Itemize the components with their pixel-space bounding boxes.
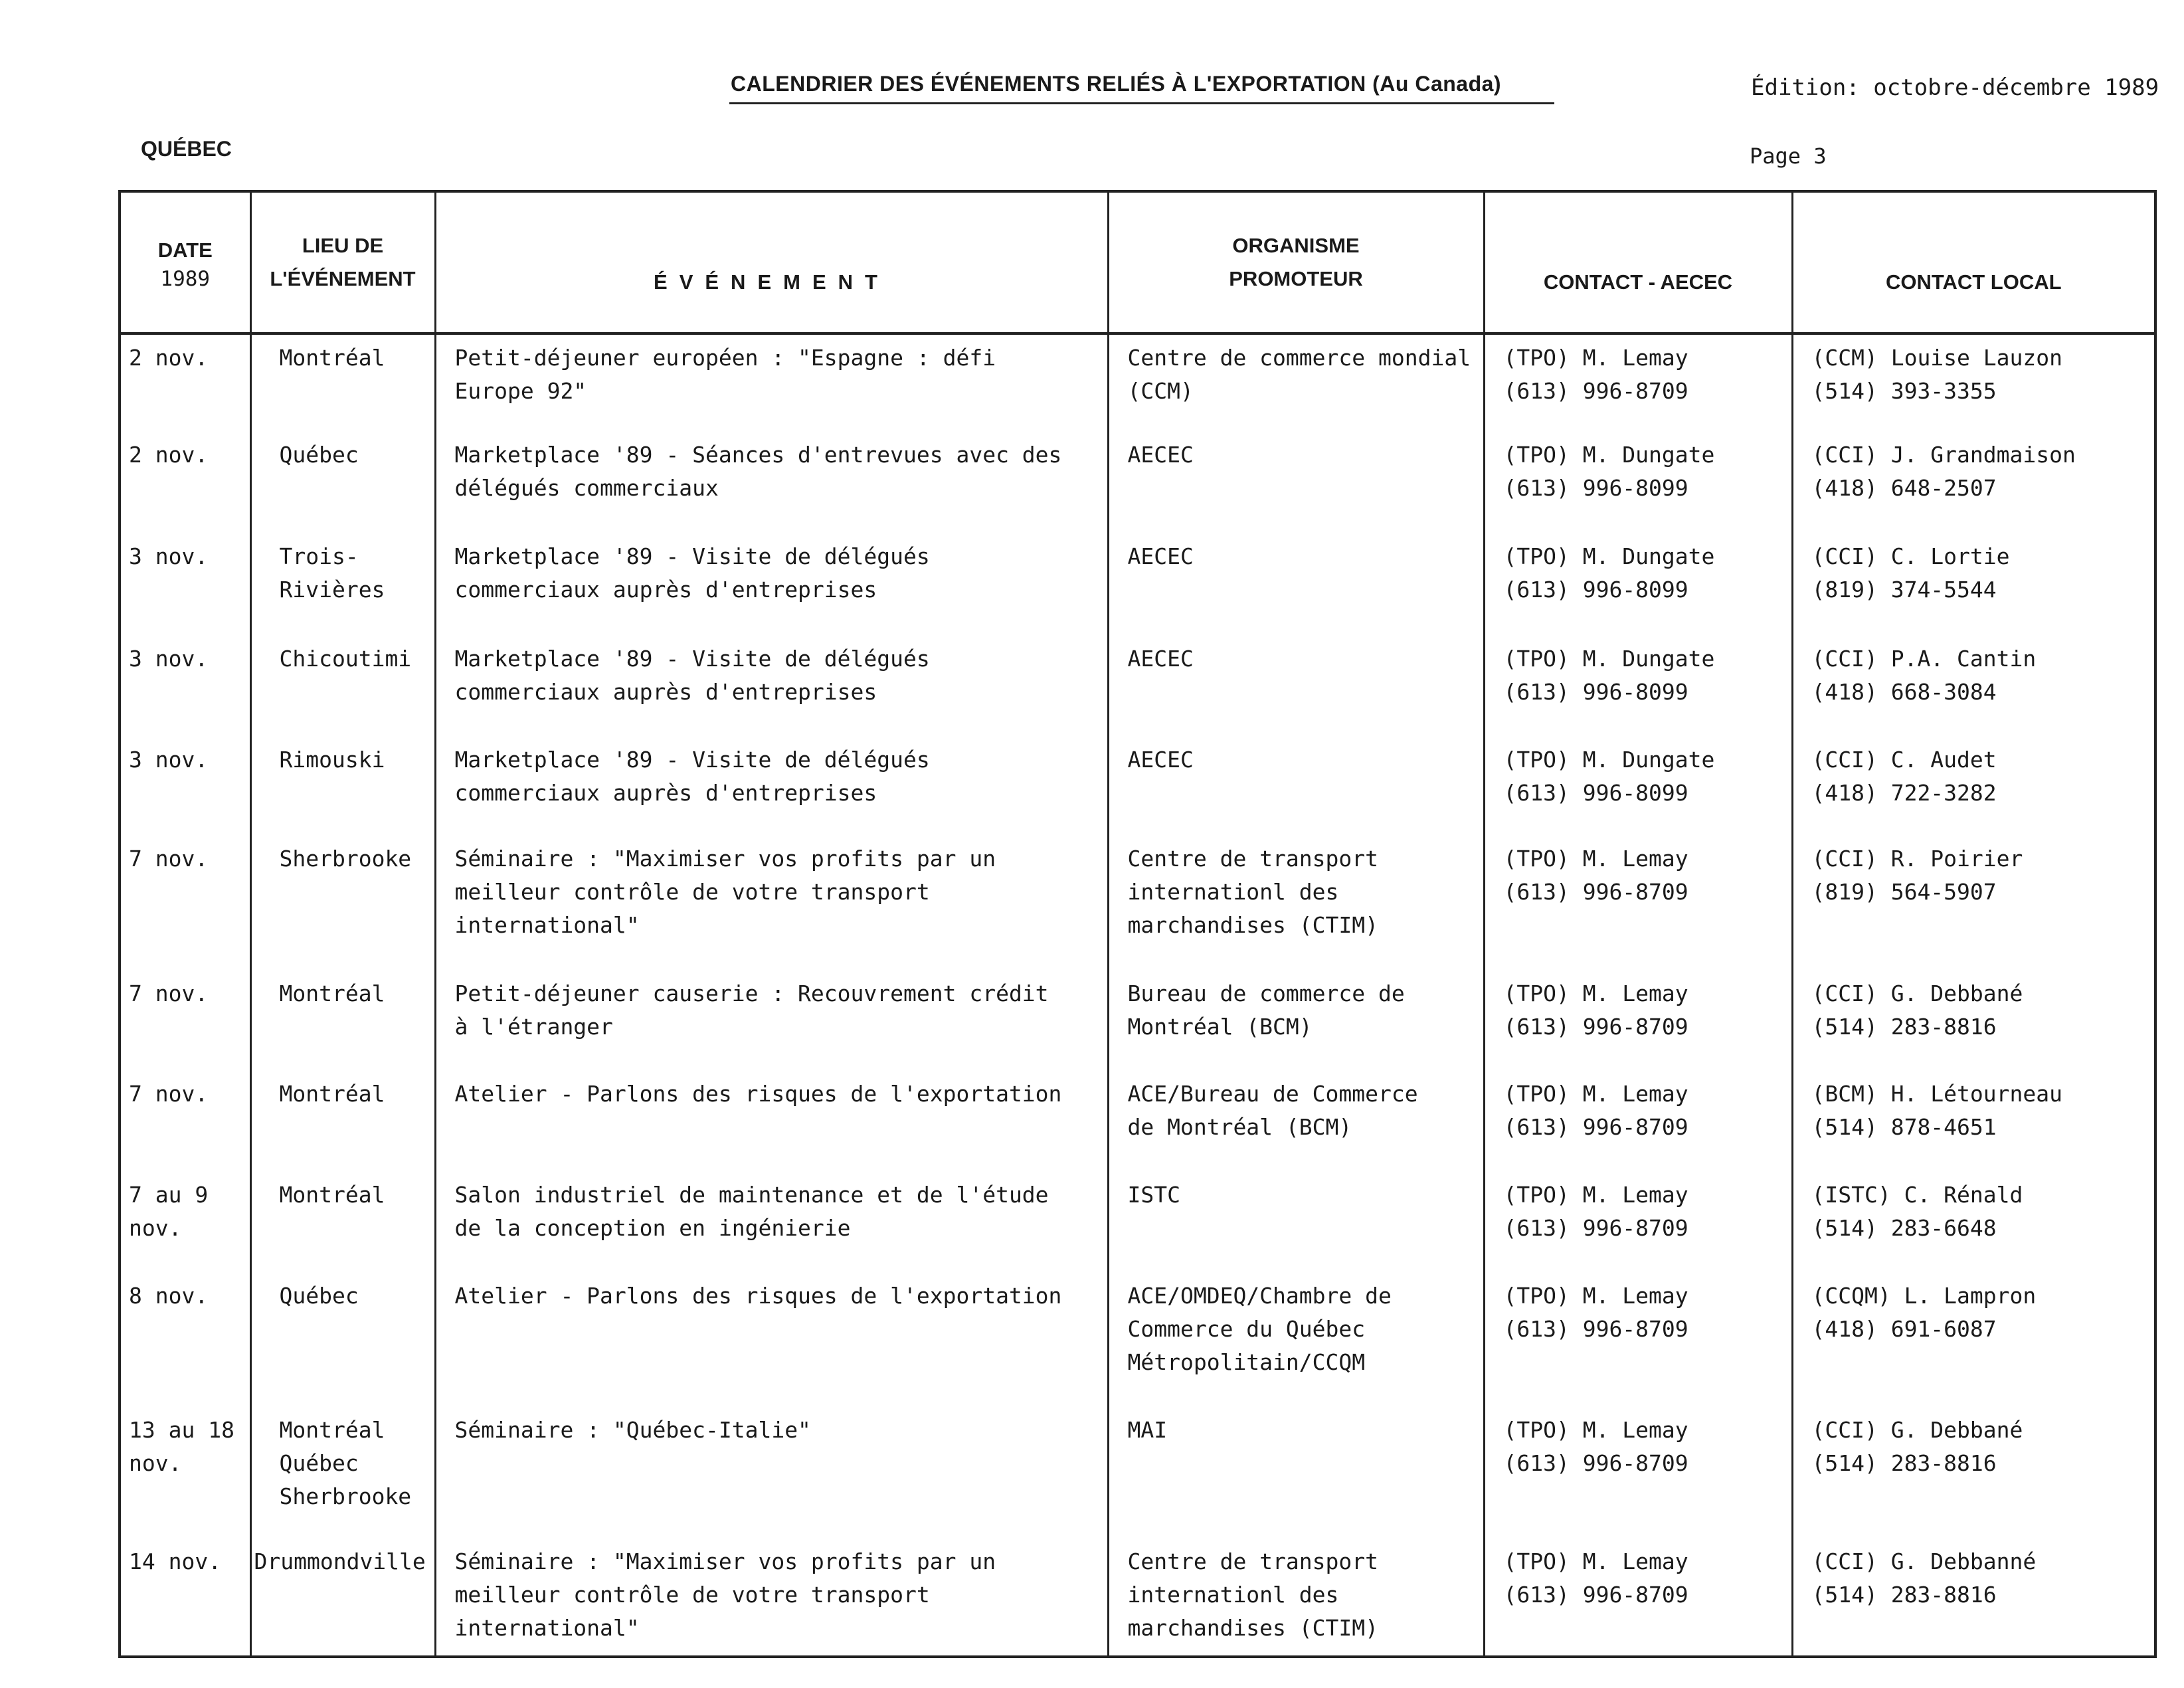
cell-contact-local-line: (418) 668-3084	[1811, 679, 1997, 705]
header-contact-local	[1792, 191, 2155, 333]
cell-evenement	[435, 333, 1108, 432]
cell-organisme-line: ISTC	[1127, 1181, 1180, 1208]
cell-date-line: 14 nov.	[129, 1548, 222, 1574]
cell-evenement-line: Séminaire : "Québec-Italie"	[454, 1416, 811, 1443]
cell-contact-local	[1792, 1539, 2155, 1657]
cell-contact-local	[1792, 1273, 2155, 1407]
cell-evenement-line: Salon industriel de maintenance et de l'étude	[454, 1181, 1049, 1208]
cell-contact-local-line: (CCI) G. Debbané	[1811, 980, 2023, 1006]
cell-organisme-line: AECEC	[1127, 746, 1194, 773]
cell-contact-aecec	[1484, 432, 1792, 534]
cell-contact-aecec-line: (613) 996-8709	[1503, 1581, 1688, 1608]
cell-contact-local-line: (CCI) C. Audet	[1811, 746, 1997, 773]
cell-organisme-line: Métropolitain/CCQM	[1127, 1349, 1366, 1375]
cell-contact-local	[1792, 636, 2155, 737]
cell-organisme-line: (CCM)	[1127, 378, 1194, 404]
cell-contact-local-line: (CCI) P.A. Cantin	[1811, 646, 2037, 672]
cell-evenement-line: de la conception en ingénierie	[454, 1214, 851, 1241]
header-contact-aecec-label: CONTACT - AECEC	[1543, 270, 1733, 294]
cell-date-line: 3 nov.	[129, 746, 209, 773]
cell-lieu-line: Sherbrooke	[279, 846, 412, 872]
cell-contact-local-line: (CCI) J. Grandmaison	[1811, 441, 2076, 468]
cell-organisme-line: Bureau de commerce de	[1127, 980, 1405, 1006]
cell-evenement-line: Séminaire : "Maximiser vos profits par un	[454, 846, 996, 872]
cell-contact-local	[1792, 836, 2155, 970]
table-header-row	[120, 191, 2155, 333]
cell-evenement-line: Petit-déjeuner européen : "Espagne : défi	[454, 345, 996, 371]
cell-organisme-line: AECEC	[1127, 441, 1194, 468]
cell-date	[120, 737, 250, 836]
table-row	[120, 432, 2155, 534]
cell-contact-aecec-line: (TPO) M. Dungate	[1503, 746, 1715, 773]
cell-evenement-line: commerciaux auprès d'entreprises	[454, 679, 877, 705]
cell-contact-local	[1792, 737, 2155, 836]
cell-date-line: 7 nov.	[129, 846, 209, 872]
cell-contact-local-line: (514) 283-8816	[1811, 1581, 1997, 1608]
cell-lieu	[250, 1407, 435, 1539]
cell-contact-local	[1792, 533, 2155, 636]
document-title: CALENDRIER DES ÉVÉNEMENTS RELIÉS À L'EXPORTATION (Au Canada)	[731, 72, 1502, 96]
cell-organisme	[1108, 1172, 1484, 1273]
cell-evenement-line: Atelier - Parlons des risques de l'exportation	[454, 1081, 1062, 1107]
cell-organisme	[1108, 971, 1484, 1072]
cell-lieu-line: Montréal	[279, 345, 385, 371]
cell-evenement-line: Marketplace '89 - Séances d'entrevues avec des	[454, 441, 1062, 468]
cell-organisme-line: internationl des	[1127, 879, 1339, 905]
cell-contact-local-line: (819) 564-5907	[1811, 879, 1997, 905]
cell-contact-aecec-line: (613) 996-8099	[1503, 474, 1688, 501]
cell-contact-local-line: (514) 283-8816	[1811, 1450, 1997, 1476]
cell-contact-local-line: (CCM) Louise Lauzon	[1811, 345, 2062, 371]
cell-organisme-line: AECEC	[1127, 543, 1194, 570]
cell-contact-local-line: (514) 878-4651	[1811, 1114, 1997, 1141]
header-lieu-line1: LIEU DE	[302, 234, 384, 258]
cell-contact-aecec-line: (613) 996-8709	[1503, 1214, 1688, 1241]
cell-evenement-line: à l'étranger	[454, 1013, 613, 1040]
cell-evenement-line: Europe 92"	[454, 378, 587, 404]
cell-organisme	[1108, 1071, 1484, 1172]
table-row	[120, 636, 2155, 737]
cell-contact-aecec-line: (613) 996-8709	[1503, 1114, 1688, 1141]
header-date	[120, 191, 250, 333]
table-row	[120, 1172, 2155, 1273]
cell-contact-aecec-line: (613) 996-8709	[1503, 1450, 1688, 1476]
cell-contact-aecec-line: (TPO) M. Lemay	[1503, 980, 1688, 1006]
header-organisme-line2: PROMOTEUR	[1229, 267, 1363, 290]
header-contact-aecec	[1484, 191, 1792, 333]
header-evenement-label: ÉVÉNEMENT	[654, 270, 889, 294]
cell-lieu	[250, 533, 435, 636]
cell-contact-local-line: (418) 722-3282	[1811, 779, 1997, 806]
table-row	[120, 533, 2155, 636]
cell-date-line: nov.	[129, 1450, 182, 1476]
cell-date-line: 7 au 9	[129, 1181, 209, 1208]
cell-contact-local-line: (CCQM) L. Lampron	[1811, 1282, 2037, 1309]
cell-lieu-line: Montréal	[279, 1081, 385, 1107]
cell-lieu	[250, 432, 435, 534]
cell-organisme	[1108, 533, 1484, 636]
cell-contact-local	[1792, 432, 2155, 534]
cell-organisme	[1108, 1407, 1484, 1539]
cell-organisme-line: Montréal (BCM)	[1127, 1013, 1313, 1040]
cell-lieu-line: Rimouski	[279, 746, 385, 773]
cell-contact-aecec-line: (613) 996-8709	[1503, 879, 1688, 905]
cell-date	[120, 971, 250, 1072]
cell-contact-aecec-line: (TPO) M. Lemay	[1503, 1282, 1688, 1309]
cell-evenement	[435, 1071, 1108, 1172]
cell-date-line: 3 nov.	[129, 646, 209, 672]
table-row	[120, 836, 2155, 970]
cell-contact-local-line: (CCI) G. Debbanné	[1811, 1548, 2037, 1574]
cell-organisme-line: Centre de commerce mondial	[1127, 345, 1471, 371]
cell-evenement	[435, 636, 1108, 737]
cell-contact-aecec-line: (TPO) M. Lemay	[1503, 1548, 1688, 1574]
table-row	[120, 737, 2155, 836]
cell-contact-aecec	[1484, 533, 1792, 636]
cell-evenement-line: Atelier - Parlons des risques de l'exportation	[454, 1282, 1062, 1309]
cell-lieu	[250, 1071, 435, 1172]
cell-date-line: 7 nov.	[129, 980, 209, 1006]
edition-label: Édition: octobre-décembre 1989	[1751, 74, 2159, 101]
cell-date	[120, 1172, 250, 1273]
header-evenement	[435, 191, 1108, 333]
cell-date	[120, 1539, 250, 1657]
cell-contact-local-line: (418) 648-2507	[1811, 474, 1997, 501]
cell-date-line: 8 nov.	[129, 1282, 209, 1309]
title-underline	[729, 102, 1554, 104]
cell-contact-local-line: (BCM) H. Létourneau	[1811, 1081, 2062, 1107]
cell-lieu-line: Montréal	[279, 980, 385, 1006]
cell-contact-local	[1792, 1172, 2155, 1273]
cell-organisme	[1108, 836, 1484, 970]
cell-organisme	[1108, 636, 1484, 737]
cell-evenement-line: international"	[454, 912, 640, 939]
cell-contact-local-line: (CCI) R. Poirier	[1811, 846, 2023, 872]
cell-contact-aecec-line: (TPO) M. Lemay	[1503, 345, 1688, 371]
events-table	[118, 190, 2157, 1658]
table-row	[120, 1539, 2155, 1657]
table-body	[120, 333, 2155, 1657]
cell-contact-aecec-line: (TPO) M. Lemay	[1503, 1081, 1688, 1107]
cell-lieu-line: Québec	[279, 1282, 359, 1309]
cell-contact-aecec-line: (TPO) M. Lemay	[1503, 1416, 1688, 1443]
cell-contact-aecec	[1484, 1172, 1792, 1273]
cell-lieu-line: Sherbrooke	[279, 1483, 412, 1509]
cell-date	[120, 1407, 250, 1539]
cell-contact-aecec	[1484, 1071, 1792, 1172]
cell-contact-aecec-line: (TPO) M. Dungate	[1503, 441, 1715, 468]
cell-lieu-line: Québec	[279, 441, 359, 468]
cell-contact-aecec	[1484, 1273, 1792, 1407]
table-row	[120, 1407, 2155, 1539]
cell-evenement-line: international"	[454, 1614, 640, 1641]
cell-date-line: 3 nov.	[129, 543, 209, 570]
cell-organisme-line: ACE/Bureau de Commerce	[1127, 1081, 1418, 1107]
cell-lieu	[250, 1273, 435, 1407]
cell-contact-aecec-line: (613) 996-8709	[1503, 378, 1688, 404]
table-row	[120, 1071, 2155, 1172]
cell-evenement-line: meilleur contrôle de votre transport	[454, 1581, 930, 1608]
cell-contact-local-line: (514) 393-3355	[1811, 378, 1997, 404]
table-row	[120, 971, 2155, 1072]
cell-contact-local-line: (819) 374-5544	[1811, 577, 1997, 603]
cell-lieu	[250, 1539, 435, 1657]
cell-evenement-line: Marketplace '89 - Visite de délégués	[454, 543, 930, 570]
cell-lieu	[250, 737, 435, 836]
cell-date	[120, 432, 250, 534]
cell-evenement-line: Marketplace '89 - Visite de délégués	[454, 646, 930, 672]
cell-date	[120, 1071, 250, 1172]
cell-contact-aecec-line: (TPO) M. Lemay	[1503, 846, 1688, 872]
cell-contact-local-line: (CCI) G. Debbané	[1811, 1416, 2023, 1443]
cell-date	[120, 1273, 250, 1407]
cell-contact-local-line: (CCI) C. Lortie	[1811, 543, 2010, 570]
cell-evenement	[435, 1172, 1108, 1273]
cell-organisme	[1108, 432, 1484, 534]
cell-evenement-line: commerciaux auprès d'entreprises	[454, 779, 877, 806]
cell-evenement-line: meilleur contrôle de votre transport	[454, 879, 930, 905]
cell-date-line: 13 au 18	[129, 1416, 234, 1443]
cell-contact-aecec-line: (TPO) M. Dungate	[1503, 646, 1715, 672]
cell-evenement	[435, 836, 1108, 970]
cell-evenement	[435, 533, 1108, 636]
cell-contact-aecec-line: (613) 996-8099	[1503, 779, 1688, 806]
cell-organisme	[1108, 333, 1484, 432]
cell-lieu-line: Montréal	[279, 1416, 385, 1443]
cell-organisme-line: Commerce du Québec	[1127, 1315, 1366, 1342]
cell-lieu-line: Montréal	[279, 1181, 385, 1208]
table-row	[120, 1273, 2155, 1407]
cell-organisme-line: marchandises (CTIM)	[1127, 912, 1378, 939]
cell-lieu	[250, 971, 435, 1072]
table-row	[120, 333, 2155, 432]
cell-contact-aecec	[1484, 1539, 1792, 1657]
page-number: Page 3	[1750, 143, 1827, 169]
cell-contact-aecec	[1484, 1407, 1792, 1539]
cell-contact-local	[1792, 333, 2155, 432]
cell-organisme	[1108, 1273, 1484, 1407]
cell-lieu-line: Trois-	[279, 543, 359, 570]
header-lieu-line2: L'ÉVÉNEMENT	[270, 267, 416, 290]
cell-date-line: nov.	[129, 1214, 182, 1241]
cell-organisme-line: Centre de transport	[1127, 846, 1378, 872]
cell-date	[120, 333, 250, 432]
cell-organisme-line: Centre de transport	[1127, 1548, 1378, 1574]
cell-contact-local-line: (ISTC) C. Rénald	[1811, 1181, 2023, 1208]
cell-date	[120, 836, 250, 970]
cell-evenement-line: Marketplace '89 - Visite de délégués	[454, 746, 930, 773]
cell-contact-aecec	[1484, 836, 1792, 970]
cell-evenement-line: délégués commerciaux	[454, 474, 719, 501]
cell-contact-local-line: (514) 283-6648	[1811, 1214, 1997, 1241]
cell-contact-aecec-line: (613) 996-8099	[1503, 679, 1688, 705]
cell-evenement-line: Séminaire : "Maximiser vos profits par un	[454, 1548, 996, 1574]
cell-organisme	[1108, 1539, 1484, 1657]
cell-lieu	[250, 1172, 435, 1273]
cell-evenement-line: commerciaux auprès d'entreprises	[454, 577, 877, 603]
cell-organisme-line: marchandises (CTIM)	[1127, 1614, 1378, 1641]
cell-lieu-line: Rivières	[279, 577, 385, 603]
cell-contact-aecec	[1484, 636, 1792, 737]
cell-evenement	[435, 971, 1108, 1072]
cell-contact-local-line: (418) 691-6087	[1811, 1315, 1997, 1342]
cell-contact-local-line: (514) 283-8816	[1811, 1013, 1997, 1040]
cell-contact-aecec-line: (613) 996-8709	[1503, 1013, 1688, 1040]
cell-contact-aecec	[1484, 737, 1792, 836]
region-label: QUÉBEC	[141, 137, 232, 161]
cell-contact-aecec	[1484, 333, 1792, 432]
cell-contact-local	[1792, 1407, 2155, 1539]
cell-contact-aecec-line: (613) 996-8709	[1503, 1315, 1688, 1342]
cell-contact-local	[1792, 971, 2155, 1072]
cell-organisme-line: internationl des	[1127, 1581, 1339, 1608]
cell-organisme	[1108, 737, 1484, 836]
header-contact-local-label: CONTACT LOCAL	[1885, 270, 2062, 294]
cell-lieu	[250, 636, 435, 737]
cell-contact-aecec-line: (613) 996-8099	[1503, 577, 1688, 603]
cell-evenement	[435, 737, 1108, 836]
cell-evenement-line: Petit-déjeuner causerie : Recouvrement crédit	[454, 980, 1049, 1006]
cell-lieu-line: Chicoutimi	[279, 646, 412, 672]
cell-evenement	[435, 1539, 1108, 1657]
cell-date	[120, 636, 250, 737]
cell-contact-aecec-line: (TPO) M. Lemay	[1503, 1181, 1688, 1208]
header-organisme	[1108, 191, 1484, 333]
cell-contact-local	[1792, 1071, 2155, 1172]
cell-date	[120, 533, 250, 636]
cell-organisme-line: MAI	[1127, 1416, 1168, 1443]
header-organisme-line1: ORGANISME	[1232, 234, 1360, 258]
cell-lieu-line: Drummondville	[254, 1548, 426, 1574]
cell-lieu-line: Québec	[279, 1450, 359, 1476]
cell-date-line: 7 nov.	[129, 1081, 209, 1107]
cell-organisme-line: AECEC	[1127, 646, 1194, 672]
cell-date-line: 2 nov.	[129, 441, 209, 468]
cell-organisme-line: de Montréal (BCM)	[1127, 1114, 1352, 1141]
cell-evenement	[435, 432, 1108, 534]
cell-contact-aecec-line: (TPO) M. Dungate	[1503, 543, 1715, 570]
cell-lieu	[250, 836, 435, 970]
cell-evenement	[435, 1407, 1108, 1539]
cell-contact-aecec	[1484, 971, 1792, 1072]
cell-lieu	[250, 333, 435, 432]
header-lieu	[250, 191, 435, 333]
cell-date-line: 2 nov.	[129, 345, 209, 371]
header-date-year: 1989	[160, 266, 211, 291]
cell-organisme-line: ACE/OMDEQ/Chambre de	[1127, 1282, 1392, 1309]
header-date-label: DATE	[157, 238, 213, 262]
cell-evenement	[435, 1273, 1108, 1407]
